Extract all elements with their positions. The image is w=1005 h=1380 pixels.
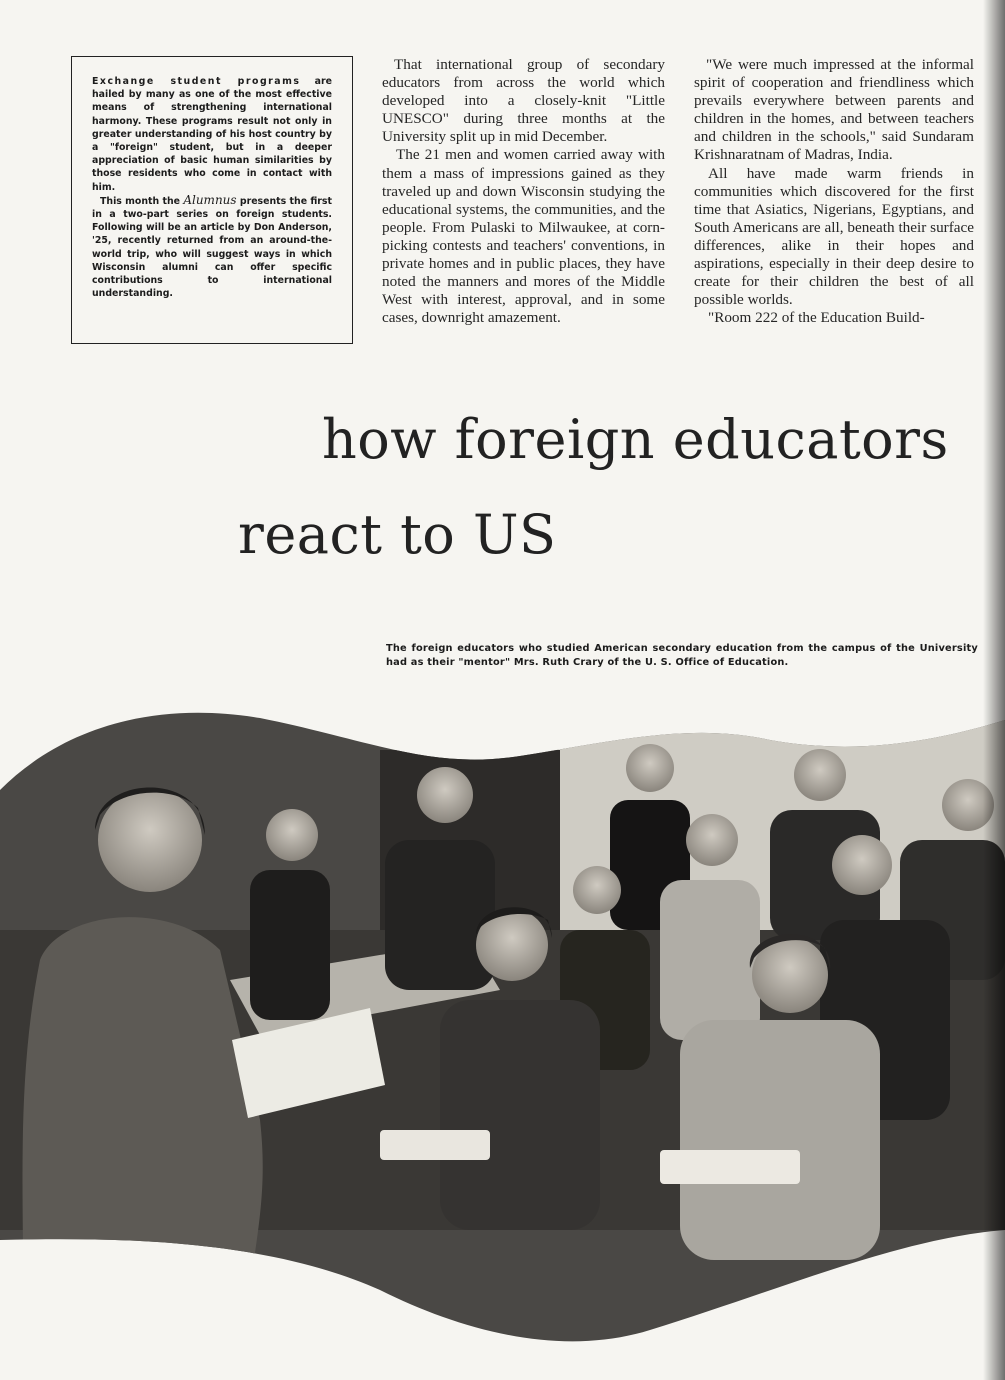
intro-lead: Exchange student programs bbox=[92, 76, 301, 87]
intro-paragraph-1 bbox=[92, 75, 332, 194]
classroom-photo bbox=[0, 690, 1005, 1380]
headline-line-1: how foreign educators bbox=[322, 408, 949, 471]
intro-text: are hailed by many as one of the most effective means of strengthening international harmony. These programs result not only in greater understanding of his host country by a "foreign" student, but in a deeper appreciation of basic human similarities by those residents who come in contact with him. bbox=[92, 76, 332, 193]
article-paragraph: "Room 222 of the Education Build- bbox=[708, 309, 925, 327]
intro-paragraph-2 bbox=[92, 194, 332, 301]
article-paragraph: All have made warm friends in communities which discovered for the first time that Asiatics, Nigerians, Egyptians, and South Americans are all, beneath their surface differences, alike in their hopes and aspirations, especially in their deep desire to create for their children the best of all possible worlds. bbox=[694, 164, 974, 309]
article-paragraph: The 21 men and women carried away with them a mass of impressions gained as they traveled up and down Wisconsin studying the educational systems, the communities, and the people. From Pulaski to Milwaukee, at corn-picking contests and teachers' conventions, in private homes and in public places, they have noted the manners and mores of the Middle West with interest, approval, and in some cases, downright amazement. bbox=[382, 146, 665, 327]
article-column-1 bbox=[382, 56, 665, 327]
headline-line-2: react to US bbox=[238, 503, 557, 566]
photo-caption: The foreign educators who studied American secondary education from the campus of the University had as their "mentor" Mrs. Ruth Crary of the U. S. Office of Education. bbox=[386, 643, 978, 668]
intro-text-pre: This month the bbox=[100, 195, 184, 207]
article-column-2 bbox=[694, 56, 974, 327]
intro-text-post: presents the first in a two-part series on foreign students. Following will be an article by Don Anderson, '25, recently returned from an around-the-world trip, who will suggest ways in which Wisconsin alumni can offer specific contributions to international understanding. bbox=[92, 195, 332, 300]
intro-box bbox=[71, 56, 353, 344]
magazine-name: Alumnus bbox=[183, 192, 237, 207]
article-paragraph: "We were much impressed at the informal spirit of cooperation and friendliness which prevails everywhere between parents and children in the homes, and between teachers and children in the schools," said Sundaram Krishnaratnam of Madras, India. bbox=[694, 56, 974, 164]
article-paragraph: That international group of secondary educators from across the world which developed into a closely-knit "Little UNESCO" during three months at the University split up in mid December. bbox=[382, 56, 665, 146]
page-edge-shadow bbox=[983, 0, 1005, 1380]
